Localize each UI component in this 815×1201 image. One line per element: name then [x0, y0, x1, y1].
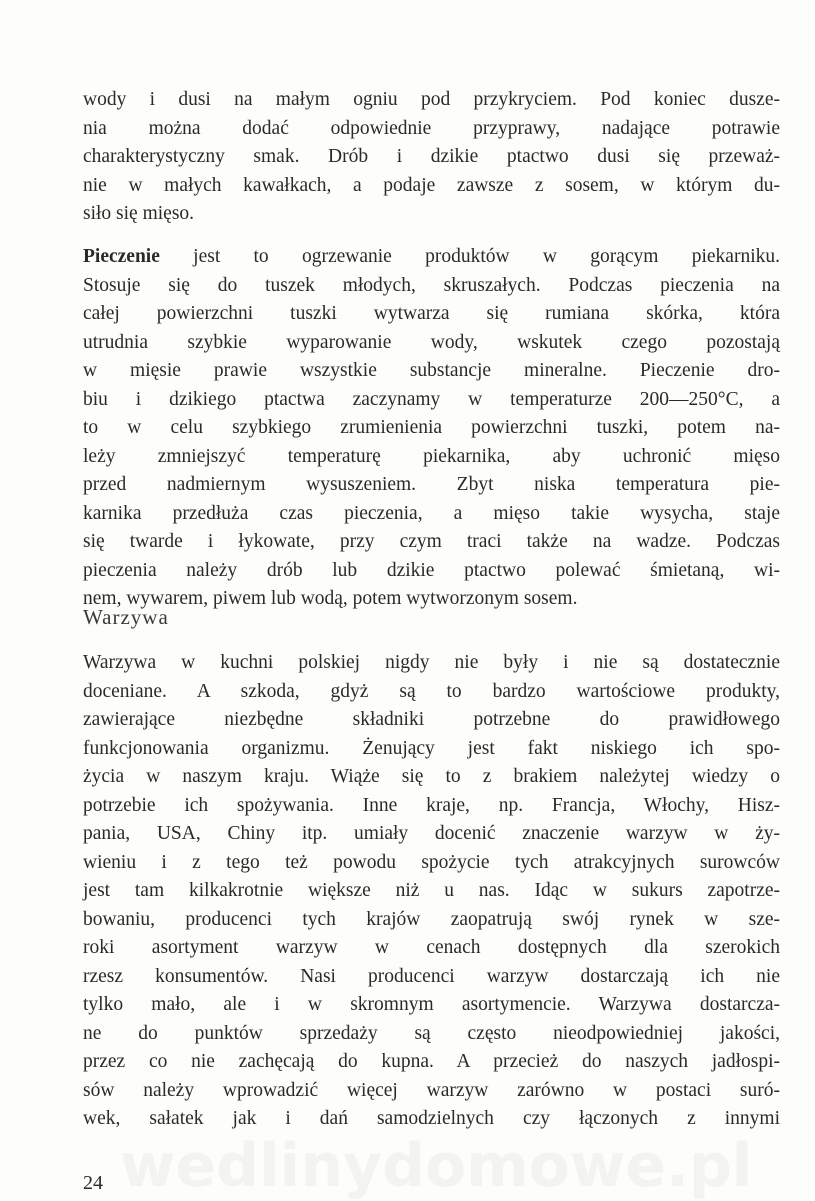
text-line: nem, wywarem, piwem lub wodą, potem wytworzonym sosem.: [83, 588, 578, 609]
text-line: utrudnia szybkie wyparowanie wody, wskutek czego pozostają: [83, 331, 780, 353]
text-line: przez co nie zachęcają do kupna. A przecież do naszych jadłospi-: [83, 1051, 780, 1072]
page-number: 24: [83, 1172, 103, 1194]
text-line: wek, sałatek jak i dań samodzielnych czy łączonych z innymi: [83, 1108, 780, 1129]
paragraph-roasting: [83, 243, 780, 614]
text-line: nie w małych kawałkach, a podaje zawsze z sosem, w którym du-: [83, 174, 780, 196]
text-line: pieczenia należy drób lub dzikie ptactwo polewać śmietaną, wi-: [83, 559, 780, 581]
paragraph-stewing-end: [83, 86, 780, 229]
text-line: w mięsie prawie wszystkie substancje mineralne. Pieczenie dro-: [83, 360, 780, 381]
text-line: przed nadmiernym wysuszeniem. Zbyt niska temperatura pie-: [83, 474, 780, 495]
text-line: wody i dusi na małym ogniu pod przykryciem. Pod koniec dusze-: [83, 89, 780, 110]
text-line: tylko mało, ale i w skromnym asortymencie. Warzywa dostarcza-: [83, 994, 780, 1015]
text-line: potrzebie ich spożywania. Inne kraje, np. Francja, Włochy, Hisz-: [83, 794, 780, 816]
text-line: roki asortyment warzyw w cenach dostępnych dla szerokich: [83, 937, 780, 958]
text-line: leży zmniejszyć temperaturę piekarnika, aby uchronić mięso: [83, 445, 780, 467]
text-line: doceniane. A szkoda, gdyż są to bardzo wartościowe produkty,: [83, 680, 780, 702]
text-line: Stosuje się do tuszek młodych, skruszałych. Podczas pieczenia na: [83, 274, 780, 296]
text-line: wieniu i z tego też powodu spożycie tych atrakcyjnych surowców: [83, 851, 780, 873]
text-line: charakterystyczny smak. Drób i dzikie ptactwo dusi się przeważ-: [83, 146, 780, 167]
text-line: karnika przedłuża czas pieczenia, a mięso takie wysycha, staje: [83, 502, 780, 524]
text-line: życia w naszym kraju. Wiąże się to z brakiem należytej wiedzy o: [83, 766, 780, 787]
text-line: Warzywa w kuchni polskiej nigdy nie były i nie są dostatecznie: [83, 652, 780, 673]
paragraph-vegetables: [83, 649, 780, 1134]
text-line: to w celu szybkiego zrumienienia powierzchni tuszki, potem na-: [83, 417, 780, 438]
text-line: [83, 243, 780, 272]
text-line-rest: jest to ogrzewanie produktów w gorącym piekarniku.: [159, 246, 780, 267]
text-line: jest tam kilkakrotnie większe niż u nas. Idąc w sukurs zapotrze-: [83, 880, 780, 901]
text-line: biu i dzikiego ptactwa zaczynamy w temperaturze 200—250°C, a: [83, 388, 780, 410]
watermark: wedlinydomowe.pl: [120, 1131, 753, 1201]
text-line: całej powierzchni tuszki wytwarza się rumiana skórka, która: [83, 303, 780, 324]
term-pieczenie: Pieczenie: [83, 246, 160, 267]
text-line: rzesz konsumentów. Nasi producenci warzyw dostarczają ich nie: [83, 965, 780, 987]
text-line: sów należy wprowadzić więcej warzyw zarówno w postaci suró-: [83, 1079, 780, 1101]
text-line: ne do punktów sprzedaży są często nieodpowiedniej jakości,: [83, 1022, 780, 1044]
text-line: zawierające niezbędne składniki potrzebne do prawidłowego: [83, 709, 780, 730]
text-line: pania, USA, Chiny itp. umiały docenić znaczenie warzyw w ży-: [83, 823, 780, 844]
section-heading: Warzywa: [83, 605, 169, 629]
text-line: nia można dodać odpowiednie przyprawy, nadające potrawie: [83, 117, 780, 139]
text-line: funkcjonowania organizmu. Żenujący jest fakt niskiego ich spo-: [83, 737, 780, 759]
text-line: siło się mięso.: [83, 203, 195, 224]
text-line: się twarde i łykowate, przy czym traci także na wadze. Podczas: [83, 531, 780, 552]
text-line: bowaniu, producenci tych krajów zaopatrują swój rynek w sze-: [83, 908, 780, 930]
